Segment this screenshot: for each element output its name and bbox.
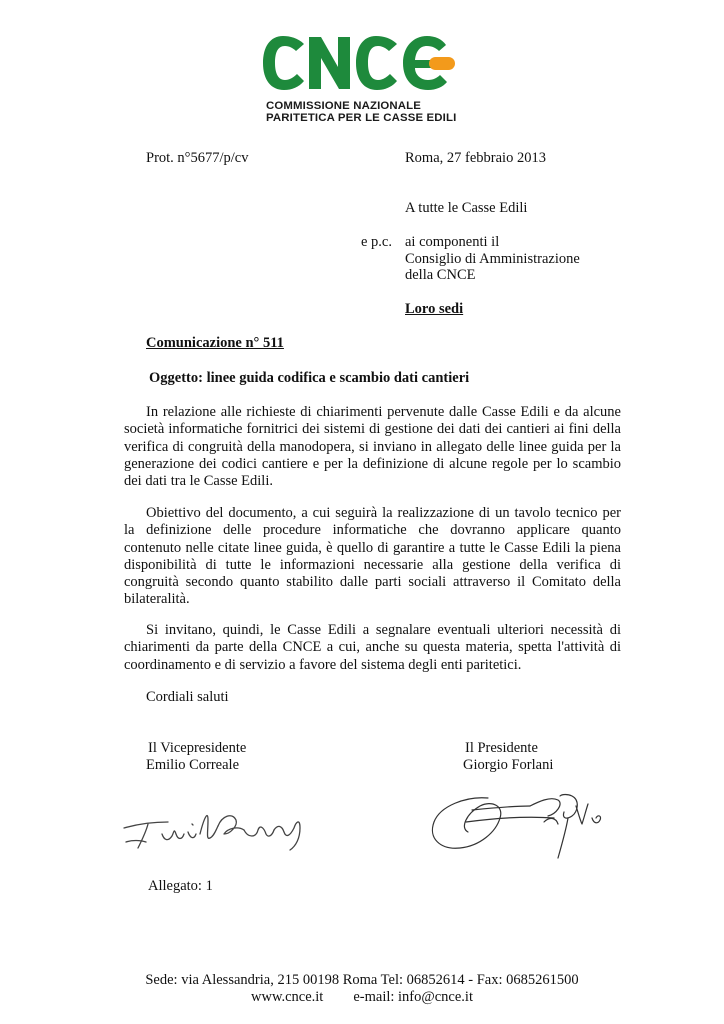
place-date: Roma, 27 febbraio 2013 bbox=[405, 150, 546, 166]
cnce-wordmark-graphic bbox=[258, 30, 456, 102]
paragraph-line: Si invitano, quindi, le Casse Edili a segnalare eventuali ulteriori necessità di bbox=[146, 622, 621, 638]
paragraph-line: coordinamento e di servizio a favore del sistema degli enti paritetici. bbox=[124, 656, 522, 673]
left-handwritten-signature bbox=[118, 798, 318, 858]
left-signatory-title: Il Vicepresidente bbox=[148, 740, 247, 756]
paragraph-line: società informatiche fornitrici dei sistemi di gestione dei dati dei cantieri ai fini della bbox=[124, 421, 621, 438]
paragraph-line: bilateralità. bbox=[124, 591, 190, 608]
cc-label: e p.c. bbox=[361, 234, 392, 250]
right-signatory-title: Il Presidente bbox=[465, 740, 538, 756]
footer-website-link[interactable]: www.cnce.it bbox=[251, 989, 324, 1005]
paragraph-line: congruità secondo quanto stabilito dalle parti sociali attraverso il Comitato della bbox=[124, 574, 621, 591]
body-paragraph-3 bbox=[124, 622, 621, 674]
logo-caption-line1: COMMISSIONE NAZIONALE bbox=[266, 100, 422, 112]
footer-email-link[interactable]: e-mail: info@cnce.it bbox=[353, 989, 473, 1005]
cc-line-2: Consiglio di Amministrazione bbox=[405, 251, 580, 267]
paragraph-line: la definizione delle procedure informatiche che dovranno applicare quanto bbox=[124, 522, 621, 539]
body-paragraph-1 bbox=[124, 404, 621, 490]
paragraph-line: In relazione alle richieste di chiarimenti pervenute dalle Casse Edili e da alcune bbox=[146, 404, 621, 420]
paragraph-line: Obiettivo del documento, a cui seguirà la realizzazione di un tavolo tecnico per bbox=[146, 505, 621, 521]
closing-salutation: Cordiali saluti bbox=[146, 689, 229, 705]
paragraph-line: contenuto nelle citate linee guida, è quello di garantire a tutte le Casse Edili la piena bbox=[124, 539, 621, 556]
subject-line: Oggetto: linee guida codifica e scambio dati cantieri bbox=[149, 370, 470, 386]
communication-number: Comunicazione n° 511 bbox=[146, 335, 284, 351]
paragraph-line: dei dati tra le Casse Edili. bbox=[124, 473, 273, 490]
paragraph-line: verifica di congruità della manodopera, si inviano in allegato delle linee guida per la bbox=[124, 438, 621, 455]
footer-address-line: Sede: via Alessandria, 215 00198 Roma Tel: 06852614 - Fax: 0685261500 bbox=[145, 972, 579, 988]
footer-contact-line bbox=[0, 989, 724, 1006]
protocol-number: Prot. n°5677/p/cv bbox=[146, 150, 249, 166]
paragraph-line: generazione dei codici cantiere e per la definizione di alcune regole per lo scambio bbox=[124, 455, 621, 472]
left-signatory-name: Emilio Correale bbox=[146, 757, 240, 773]
loro-sedi: Loro sedi bbox=[405, 301, 464, 317]
right-handwritten-signature bbox=[426, 788, 616, 868]
attachment-note: Allegato: 1 bbox=[148, 878, 213, 894]
paragraph-line: chiarimenti da parte della CNCE a cui, anche su questa materia, spetta l'attività di bbox=[124, 639, 621, 656]
recipient-to: A tutte le Casse Edili bbox=[405, 200, 528, 216]
cc-line-3: della CNCE bbox=[405, 267, 476, 283]
right-signatory-name: Giorgio Forlani bbox=[463, 757, 554, 773]
paragraph-line: disponibilità di tutte le informazioni necessarie alla gestione della verifica di bbox=[124, 556, 621, 573]
logo-caption-line2: PARITETICA PER LE CASSE EDILI bbox=[266, 112, 457, 124]
body-paragraph-2 bbox=[124, 505, 621, 609]
cc-line-1: ai componenti il bbox=[405, 234, 500, 250]
